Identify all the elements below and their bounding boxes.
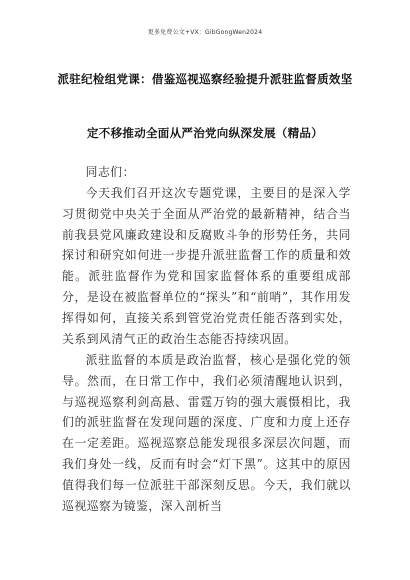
paragraph-2: 派驻监督的本质是政治监督，核心是强化党的领导。然而，在日常工作中，我们必须清醒地认识到，与巡视巡察利剑高悬、雷霆万钧的强大震慑相比，我们的派驻监督在发现问题的深度、广度和力度上还存在一定差距。巡视巡察总能发现很多深层次问题，而我们身处一线，反而有时会“灯下黑”。这其中的原因值得我们每一位派驻干部深刻反思。今天，我们就以巡视巡察为镜鉴，深入剖析当 (62, 353, 351, 513)
title-line-1: 派驻纪检组党课：借鉴巡视巡察经验提升派驻监督质效坚 (57, 72, 353, 86)
paragraph-1: 今天我们召开这次专题党课，主要目的是深入学习贯彻党中央关于全面从严治党的最新精神，结合当前我县党风廉政建设和反腐败斗争的形势任务，共同探讨和研究如何进一步提升派驻监督工作的质量和效能。派驻监督作为党和国家监督体系的重要组成部分，是设在被监督单位的“探头”和“前哨”，其作用发挥得如何，直接关系到管党治党责任能否落到实处，关系到风清气正的政治生态能否持续巩固。 (62, 186, 351, 346)
title-line-2: 定不移推动全面从严治党向纵深发展（精品） (87, 126, 323, 140)
header-note: 更多免费公文+VX：GibGongWen2024 (147, 29, 263, 36)
greeting: 同志们： (85, 165, 135, 179)
